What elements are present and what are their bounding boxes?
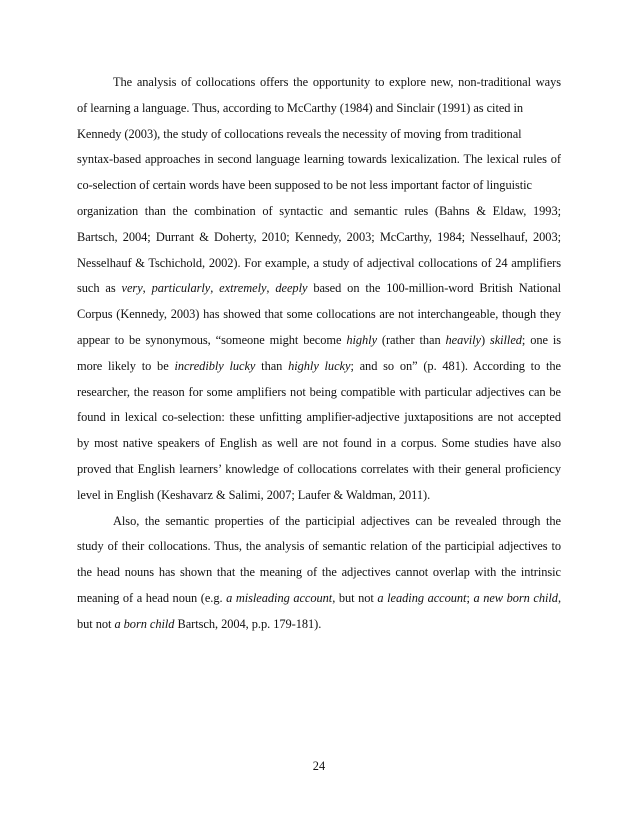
text-segment: appear to be synonymous, “someone might become — [77, 332, 347, 347]
text-segment: study of their collocations. Thus, the analysis of semantic relation of the participial adjectives to — [77, 539, 561, 554]
text-segment: ; one is — [521, 332, 562, 347]
text-segment: Kennedy (2003), the study of collocations reveals the necessity of moving from traditional — [77, 126, 522, 141]
text-line — [77, 328, 561, 354]
italic-term: highly lucky — [288, 358, 351, 373]
text-line — [77, 251, 561, 277]
text-segment: found in lexical co-selection: these unfitting amplifier-adjective juxtapositions are not accepted — [77, 410, 561, 425]
text-segment: but not — [77, 616, 115, 631]
text-line — [77, 147, 561, 173]
text-segment: ; and so on” (p. 481). According to the — [350, 358, 561, 373]
text-segment: , — [557, 590, 561, 605]
text-segment: Bartsch, 2004, p.p. 179-181). — [174, 616, 322, 631]
italic-term: a misleading account — [226, 590, 333, 605]
text-line — [77, 173, 561, 199]
text-segment: co-selection of certain words have been supposed to be not less important factor of linguistic — [77, 178, 533, 193]
text-line — [77, 509, 561, 535]
page-number: 24 — [312, 759, 326, 773]
text-line — [77, 560, 561, 586]
text-segment: Bartsch, 2004; Durrant & Doherty, 2010; Kennedy, 2003; McCarthy, 1984; Nesselhauf, 2003; — [77, 229, 561, 244]
text-segment: syntax-based approaches in second language learning towards lexicalization. The lexical rules of — [77, 152, 561, 167]
italic-term: a leading account — [377, 590, 467, 605]
italic-term: a new born child — [473, 590, 558, 605]
text-line — [77, 380, 561, 406]
text-segment: Corpus (Kennedy, 2003) has showed that some collocations are not interchangeable, though they — [77, 307, 561, 322]
italic-term: incredibly lucky — [174, 358, 256, 373]
italic-term: heavily — [445, 332, 481, 347]
body-text — [77, 70, 561, 638]
text-line — [77, 612, 561, 638]
italic-term: particularly — [151, 281, 211, 296]
text-segment: proved that English learners’ knowledge of collocations correlates with their general proficiency — [77, 461, 561, 476]
text-segment: (rather than — [377, 332, 446, 347]
text-line — [77, 122, 561, 148]
text-segment: The analysis of collocations offers the opportunity to explore new, non-traditional ways — [113, 75, 561, 89]
text-segment: meaning of a head noun (e.g. — [77, 590, 227, 605]
text-line — [77, 354, 561, 380]
text-segment: researcher, the reason for some amplifiers not being compatible with particular adjectives can be — [77, 384, 561, 399]
text-segment: level in English (Keshavarz & Salimi, 2007; Laufer & Waldman, 2011). — [77, 487, 431, 502]
text-segment: by most native speakers of English as well are not found in a corpus. Some studies have also — [77, 436, 561, 451]
text-segment: Nesselhauf & Tschichold, 2002). For example, a study of adjectival collocations of 24 amplifiers — [77, 255, 561, 270]
italic-term: deeply — [275, 281, 308, 296]
text-segment: ; — [466, 590, 474, 605]
italic-term: a born child — [114, 616, 175, 631]
text-line — [77, 405, 561, 431]
text-line — [77, 276, 561, 302]
text-segment: more likely to be — [77, 358, 175, 373]
text-segment: ) — [480, 332, 490, 347]
text-segment: , — [210, 281, 220, 296]
text-segment: , but not — [332, 590, 378, 605]
text-segment: , — [142, 281, 152, 296]
text-segment: than — [255, 358, 289, 373]
text-line — [77, 96, 561, 122]
text-line — [77, 586, 561, 612]
text-line — [77, 457, 561, 483]
italic-term: skilled — [489, 332, 522, 347]
text-segment: the head nouns has shown that the meaning of the adjectives cannot overlap with the intrinsic — [77, 565, 561, 580]
text-line — [77, 225, 561, 251]
text-line — [77, 534, 561, 560]
italic-term: highly — [346, 332, 378, 347]
text-segment: Also, the semantic properties of the participial adjectives can be revealed through the — [113, 513, 561, 528]
text-line — [77, 70, 561, 96]
text-segment: of learning a language. Thus, according to McCarthy (1984) and Sinclair (1991) as cited in — [77, 100, 524, 115]
text-segment: such as — [77, 281, 122, 296]
text-line — [77, 302, 561, 328]
text-segment: , — [266, 281, 276, 296]
italic-term: extremely — [219, 281, 267, 296]
italic-term: very — [121, 281, 143, 296]
text-segment: organization than the combination of syntactic and semantic rules (Bahns & Eldaw, 1993; — [77, 203, 561, 218]
text-line — [77, 431, 561, 457]
text-line — [77, 199, 561, 225]
text-segment: based on the 100-million-word British National — [307, 281, 561, 296]
text-line — [77, 483, 561, 509]
